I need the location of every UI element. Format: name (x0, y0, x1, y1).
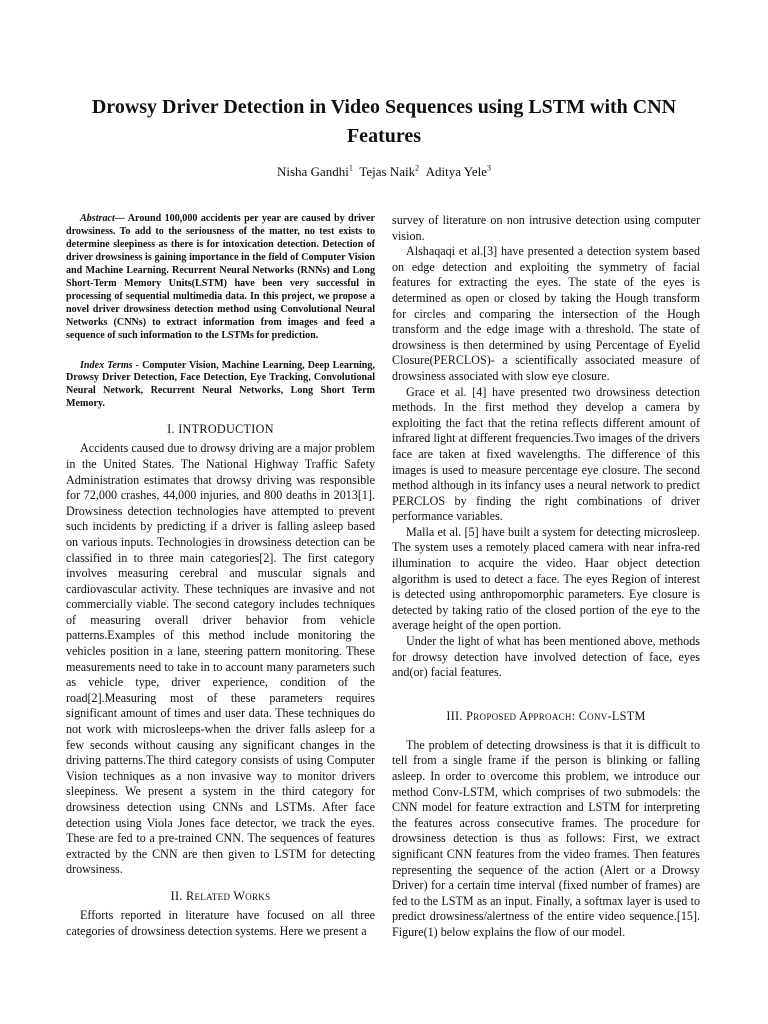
author-name: Aditya Yele (425, 164, 487, 179)
abstract (66, 213, 375, 343)
related-paragraph: Efforts reported in literature have focused on all three categories of drowsiness detection systems. Here we present a (66, 907, 375, 938)
author-affiliation: 2 (415, 163, 420, 173)
related-paragraph: Alshaqaqi et al.[3] have presented a detection system based on edge detection and exploiting the symmetry of facial features for extracting the eyes. The state of the eyes is determined as open or closed by taking the Hough transform for circles and comparing the intersection of the Hough transform and the edge image with a threshold. The state of drowsiness is then determined by using Percentage of Eyelid Closure(PERCLOS)- a scientifically associated measure of drowsiness associated with slow eye closure. (392, 244, 700, 383)
section-title: Proposed Approach: Conv-LSTM (466, 708, 646, 723)
section-number: I. (167, 422, 175, 437)
paper-title: Drowsy Driver Detection in Video Sequences using LSTM with CNN Features (91, 96, 677, 147)
section-title: Related Works (186, 888, 271, 903)
related-paragraph: Grace et al. [4] have presented two drowsiness detection methods. In the first method they develop a camera by exploiting the fact that the retina reflects different amount of infrared light at different frequencies.Two images of the drivers face are taken at fixed wavelengths. The difference of this images is used to measure percentage eye closure. The second method although in its infancy uses a neural network to predict PERCLOS by finding the right combinations of driver performance variables. (392, 384, 700, 524)
section-number: III. (446, 708, 463, 723)
index-terms-text: Computer Vision, Machine Learning, Deep Learning, Drowsy Driver Detection, Face Detection, Eye Tracking, Convolutional Neural Network, Recurrent Neural Networks, Long Short Term Memory. (66, 359, 375, 410)
author-list (0, 164, 768, 180)
right-column (392, 213, 700, 941)
index-terms-label: Index Terms - (80, 359, 140, 371)
related-paragraph: Malla et al. [5] have built a system for detecting microsleep. The system uses a remotely placed camera with near infra-red illumination to acquire the video. Haar object detection algorithm is used to detect a face. The eyes Region of interest is detected using anthropomorphic parameters. Eye closure is detected by taking ratio of the closed portion of the eye to the average height of the open portion. (392, 524, 700, 633)
intro-paragraph: Accidents caused due to drowsy driving are a major problem in the United States. The National Highway Traffic Safety Administration estimates that drowsy driving was responsible for 72,000 crashes, 44,000 injuries, and 800 deaths in 2013[1]. Drowsiness detection technologies have attempted to prevent such incidents by predicting if a driver is falling asleep based on various inputs. Technologies in drowsiness detection can be classified in to three main categories[2]. The first category involves measuring cerebral and muscular signals and cardiovascular activity. These techniques are invasive and not commercially viable. The second category includes techniques of measuring overall driver behavior from vehicle patterns.Examples of this method include monitoring the vehicles position in a lane, steering pattern monitoring. These measurements need to take in to account many parameters such as vehicle type, driver experience, condition of the road[2].Measuring most of these parameters requires significant amount of times and user data. These techniques do not work with microsleeps-when the driver falls asleep for a few seconds without causing any significant changes in the driving patterns.The third category consists of using Computer Vision techniques as a non invasive way to monitor drivers sleepiness. We present a system in the third category for drowsiness detection using CNNs and LSTMs. After face detection using Viola Jones face detector, we track the eyes. These are fed to a pre-trained CNN. The sequences of features extracted by the CNN are then given to LSTM for detecting drowsiness. (66, 441, 375, 877)
section-heading-proposed-approach (392, 709, 700, 724)
section-title: INTRODUCTION (178, 422, 274, 437)
section-number: II. (170, 888, 183, 903)
related-paragraph-continued: survey of literature on non intrusive detection using computer vision. (392, 213, 700, 243)
section-heading-related-works (66, 889, 375, 904)
author-name: Tejas Naik (359, 164, 416, 179)
abstract-label: Abstract— (80, 213, 125, 224)
author-affiliation: 3 (487, 163, 491, 173)
author-affiliation: 1 (348, 163, 353, 173)
related-paragraph: Under the light of what has been mentioned above, methods for drowsy detection have involved detection of face, eyes and(or) facial features. (392, 634, 700, 680)
abstract-text: Around 100,000 accidents per year are caused by driver drowsiness. To add to the seriousness of the matter, no test exists to determine sleepiness as there is for intoxication detection. Detection of driver drowsiness is gaining importance in the field of Computer Vision and Machine Learning. Recurrent Neural Networks (RNNs) and Long Short-Term Memory Units(LSTM) have been very successful in processing of sequential multimedia data. In this project, we propose a novel driver drowsiness detection method using Convolutional Neural Networks (CNNs) to extract information from images and feed a sequence of such information to the LSTMs for prediction. (66, 213, 375, 341)
author-name: Nisha Gandhi (276, 164, 349, 179)
left-column (66, 213, 375, 939)
proposed-paragraph: The problem of detecting drowsiness is that it is difficult to tell from a single frame if the person is blinking or falling asleep. In order to overcome this problem, we introduce our method Conv-LSTM, which comprises of two submodels: the CNN model for feature extraction and LSTM for interpreting the features across consecutive frames. The procedure for drowsiness detection is thus as follows: First, we extract significant CNN features from the video frames. Then features representing the sequence of the action (Alert or a Drowsy Driver) for a certain time interval (fixed number of frames) are fed to the LSTM as an input. Finally, a softmax layer is used to predict drowsiness/alertness of the entire video sequence.[15]. Figure(1) below explains the flow of our model. (392, 737, 700, 939)
index-terms (66, 360, 375, 412)
section-heading-introduction (66, 422, 375, 437)
